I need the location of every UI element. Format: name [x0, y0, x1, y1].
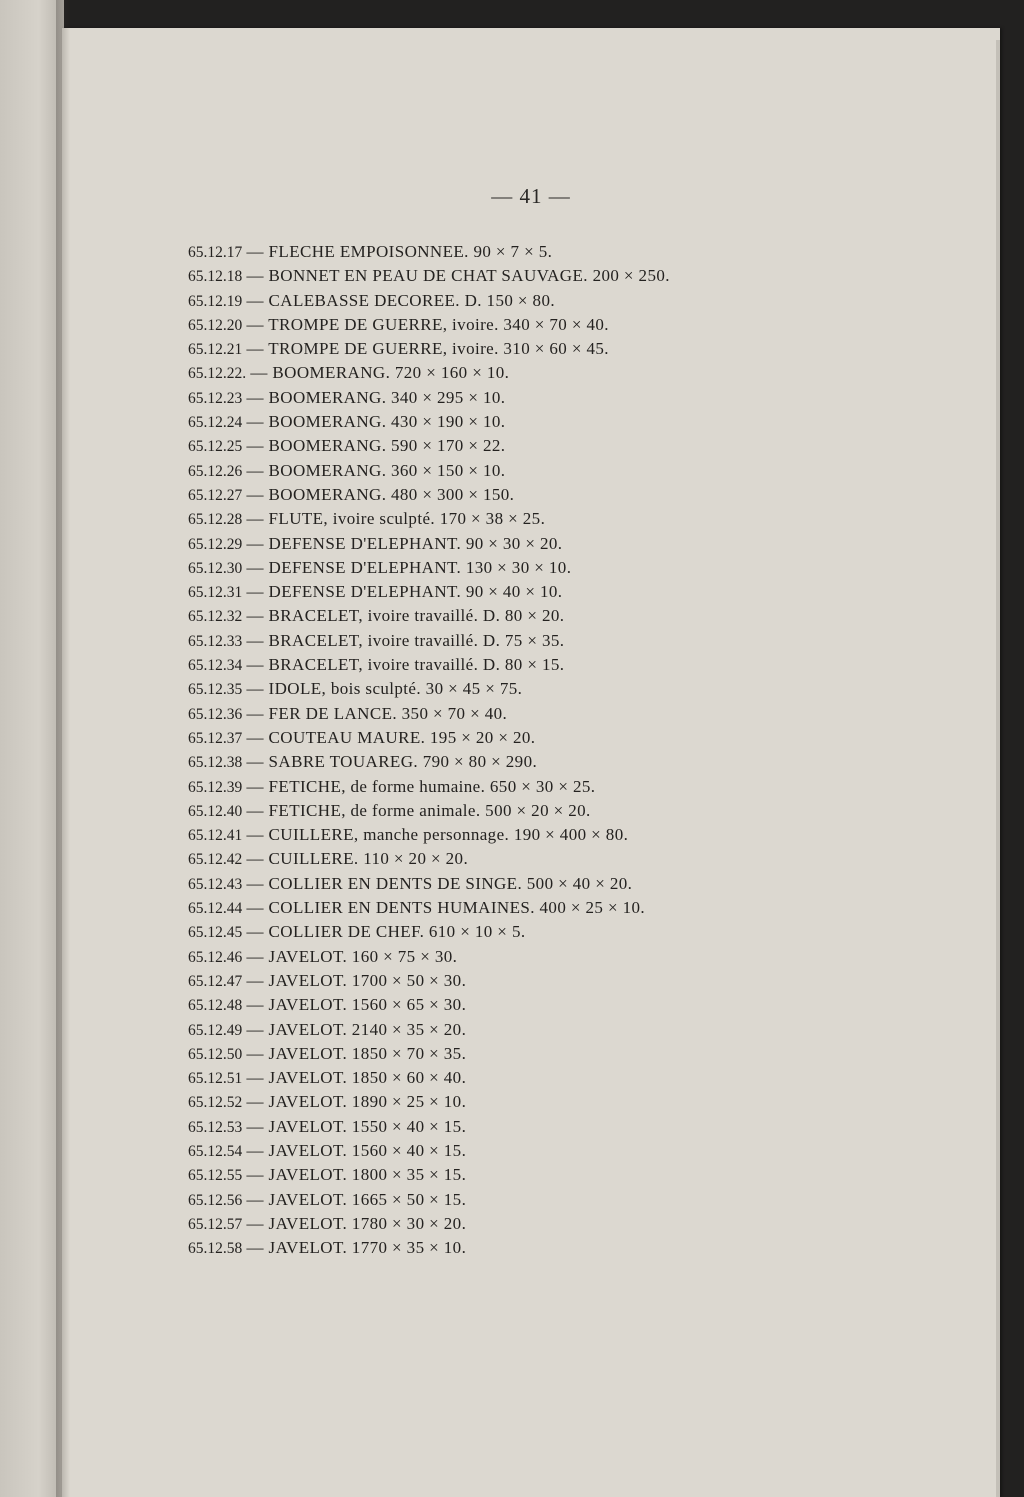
- entry-number: 65.12.36: [188, 705, 243, 723]
- entry-number: 65.12.42: [188, 851, 243, 869]
- entry-number: 65.12.51: [188, 1070, 243, 1088]
- catalogue-list: [188, 240, 670, 1260]
- entry-description: — JAVELOT. 160 × 75 × 30.: [246, 946, 458, 966]
- entry-number: 65.12.33: [188, 632, 243, 650]
- catalogue-entry-6: [188, 361, 670, 385]
- entry-number: 65.12.28: [188, 511, 243, 529]
- catalogue-entry-4: [188, 313, 670, 337]
- catalogue-entry-27: [188, 872, 670, 896]
- catalogue-entry-18: [188, 653, 670, 677]
- entry-description: — JAVELOT. 1850 × 70 × 35.: [246, 1043, 467, 1063]
- entry-number: 65.12.17: [188, 244, 243, 261]
- catalogue-entry-35: [188, 1066, 670, 1090]
- entry-number: 65.12.27: [188, 486, 243, 504]
- entry-description: — JAVELOT. 1770 × 35 × 10.: [246, 1238, 467, 1258]
- entry-number: 65.12.38: [188, 754, 243, 772]
- entry-number: 65.12.53: [188, 1118, 243, 1136]
- entry-number: 65.12.21: [188, 341, 243, 359]
- entry-description: — FLUTE, ivoire sculpté. 170 × 38 × 25.: [246, 509, 546, 529]
- entry-description: — BOOMERANG. 480 × 300 × 150.: [246, 484, 515, 504]
- catalogue-entry-13: [188, 532, 670, 556]
- catalogue-entry-28: [188, 896, 670, 920]
- catalogue-entry-34: [188, 1042, 670, 1066]
- catalogue-entry-7: [188, 386, 670, 410]
- catalogue-entry-24: [188, 799, 670, 823]
- catalogue-entry-21: [188, 726, 670, 750]
- entry-description: — FETICHE, de forme humaine. 650 × 30 × 25.: [246, 776, 596, 796]
- catalogue-entry-11: [188, 483, 670, 507]
- entry-number: 65.12.40: [188, 802, 243, 820]
- entry-description: — JAVELOT. 1800 × 35 × 15.: [246, 1165, 467, 1185]
- entry-number: 65.12.31: [188, 584, 243, 602]
- catalogue-entry-25: [188, 823, 670, 847]
- entry-number: 65.12.41: [188, 827, 243, 845]
- entry-description: — FLECHE EMPOISONNEE. 90 × 7 × 5.: [246, 242, 553, 261]
- entry-number: 65.12.55: [188, 1167, 243, 1185]
- entry-description: — TROMPE DE GUERRE, ivoire. 310 × 60 × 45.: [246, 339, 609, 359]
- catalogue-entry-31: [188, 969, 670, 993]
- catalogue-entry-32: [188, 993, 670, 1017]
- catalogue-entry-19: [188, 677, 670, 701]
- entry-description: — DEFENSE D'ELEPHANT. 90 × 30 × 20.: [246, 533, 563, 553]
- entry-number: 65.12.46: [188, 948, 243, 966]
- entry-number: 65.12.24: [188, 414, 243, 432]
- catalogue-entry-42: [188, 1236, 670, 1260]
- entry-description: — COUTEAU MAURE. 195 × 20 × 20.: [246, 727, 536, 747]
- entry-description: — CUILLERE, manche personnage. 190 × 400 × 80.: [246, 825, 629, 845]
- entry-number: 65.12.57: [188, 1215, 243, 1233]
- entry-description: — BONNET EN PEAU DE CHAT SAUVAGE. 200 × 250.: [246, 266, 670, 286]
- catalogue-entry-40: [188, 1188, 670, 1212]
- entry-description: — BOOMERANG. 360 × 150 × 10.: [246, 460, 506, 480]
- catalogue-entry-2: [188, 264, 670, 288]
- entry-description: — BOOMERANG. 590 × 170 × 22.: [246, 436, 506, 456]
- entry-description: — JAVELOT. 1665 × 50 × 15.: [246, 1189, 467, 1209]
- page-number: — 41 —: [491, 184, 571, 208]
- entry-description: — JAVELOT. 1560 × 40 × 15.: [246, 1140, 467, 1160]
- entry-number: 65.12.23: [188, 389, 243, 407]
- catalogue-entry-38: [188, 1139, 670, 1163]
- entry-number: 65.12.35: [188, 681, 243, 699]
- catalogue-entry-37: [188, 1115, 670, 1139]
- catalogue-entry-20: [188, 702, 670, 726]
- entry-number: 65.12.32: [188, 608, 243, 626]
- catalogue-entry-10: [188, 459, 670, 483]
- entry-number: 65.12.47: [188, 972, 243, 990]
- catalogue-entry-3: [188, 289, 670, 313]
- entry-number: 65.12.22.: [188, 365, 247, 383]
- entry-description: — JAVELOT. 1700 × 50 × 30.: [246, 970, 467, 990]
- entry-number: 65.12.45: [188, 924, 243, 942]
- catalogue-entry-15: [188, 580, 670, 604]
- catalogue-entry-39: [188, 1163, 670, 1187]
- spine-shadow: [56, 0, 70, 1497]
- catalogue-entry-29: [188, 920, 670, 944]
- catalogue-entry-5: [188, 337, 670, 361]
- entry-description: — BOOMERANG. 720 × 160 × 10.: [250, 363, 510, 383]
- entry-number: 65.12.25: [188, 438, 243, 456]
- entry-number: 65.12.48: [188, 997, 243, 1015]
- entry-number: 65.12.54: [188, 1142, 243, 1160]
- entry-number: 65.12.37: [188, 729, 243, 747]
- catalogue-entry-17: [188, 629, 670, 653]
- entry-description: — CUILLERE. 110 × 20 × 20.: [246, 849, 469, 869]
- catalogue-entry-12: [188, 507, 670, 531]
- entry-description: — BOOMERANG. 340 × 295 × 10.: [246, 387, 506, 407]
- entry-number: 65.12.56: [188, 1191, 243, 1209]
- catalogue-entry-1: [188, 240, 670, 264]
- entry-number: 65.12.39: [188, 778, 243, 796]
- entry-number: 65.12.20: [188, 316, 243, 334]
- entry-description: — COLLIER DE CHEF. 610 × 10 × 5.: [246, 922, 526, 942]
- entry-description: — JAVELOT. 2140 × 35 × 20.: [246, 1019, 467, 1039]
- entry-number: 65.12.34: [188, 657, 243, 675]
- entry-number: 65.12.50: [188, 1045, 243, 1063]
- catalogue-entry-9: [188, 434, 670, 458]
- catalogue-entry-30: [188, 945, 670, 969]
- catalogue-entry-16: [188, 604, 670, 628]
- entry-description: — JAVELOT. 1890 × 25 × 10.: [246, 1092, 467, 1112]
- entry-description: — DEFENSE D'ELEPHANT. 90 × 40 × 10.: [246, 582, 563, 602]
- entry-number: 65.12.52: [188, 1094, 243, 1112]
- page-edge: [996, 40, 1000, 1497]
- entry-description: — BRACELET, ivoire travaillé. D. 80 × 20.: [246, 606, 565, 626]
- entry-number: 65.12.30: [188, 559, 243, 577]
- entry-description: — BRACELET, ivoire travaillé. D. 80 × 15.: [246, 655, 565, 675]
- entry-description: — JAVELOT. 1850 × 60 × 40.: [246, 1068, 467, 1088]
- entry-description: — FER DE LANCE. 350 × 70 × 40.: [246, 703, 508, 723]
- catalogue-entry-14: [188, 556, 670, 580]
- entry-description: — BOOMERANG. 430 × 190 × 10.: [246, 412, 506, 432]
- entry-description: — JAVELOT. 1780 × 30 × 20.: [246, 1213, 467, 1233]
- entry-number: 65.12.43: [188, 875, 243, 893]
- entry-description: — TROMPE DE GUERRE, ivoire. 340 × 70 × 40.: [246, 314, 609, 334]
- entry-description: — SABRE TOUAREG. 790 × 80 × 290.: [246, 752, 538, 772]
- left-page-edge: [0, 0, 64, 1497]
- entry-number: 65.12.29: [188, 535, 243, 553]
- catalogue-entry-23: [188, 775, 670, 799]
- entry-number: 65.12.44: [188, 900, 243, 918]
- page: [62, 28, 1000, 1497]
- entry-number: 65.12.19: [188, 292, 243, 310]
- entry-number: 65.12.18: [188, 268, 243, 286]
- entry-number: 65.12.58: [188, 1240, 243, 1258]
- entry-description: — JAVELOT. 1560 × 65 × 30.: [246, 995, 467, 1015]
- catalogue-entry-41: [188, 1212, 670, 1236]
- catalogue-entry-33: [188, 1018, 670, 1042]
- entry-description: — COLLIER EN DENTS DE SINGE. 500 × 40 × 20.: [246, 873, 633, 893]
- entry-number: 65.12.26: [188, 462, 243, 480]
- entry-description: — BRACELET, ivoire travaillé. D. 75 × 35.: [246, 630, 565, 650]
- catalogue-entry-22: [188, 750, 670, 774]
- entry-description: — FETICHE, de forme animale. 500 × 20 × 20.: [246, 800, 591, 820]
- entry-description: — DEFENSE D'ELEPHANT. 130 × 30 × 10.: [246, 557, 572, 577]
- entry-description: — JAVELOT. 1550 × 40 × 15.: [246, 1116, 467, 1136]
- entry-number: 65.12.49: [188, 1021, 243, 1039]
- catalogue-entry-8: [188, 410, 670, 434]
- entry-description: — IDOLE, bois sculpté. 30 × 45 × 75.: [246, 679, 523, 699]
- entry-description: — COLLIER EN DENTS HUMAINES. 400 × 25 × 10.: [246, 898, 646, 918]
- catalogue-entry-36: [188, 1090, 670, 1114]
- entry-description: — CALEBASSE DECOREE. D. 150 × 80.: [246, 290, 555, 310]
- catalogue-entry-26: [188, 847, 670, 871]
